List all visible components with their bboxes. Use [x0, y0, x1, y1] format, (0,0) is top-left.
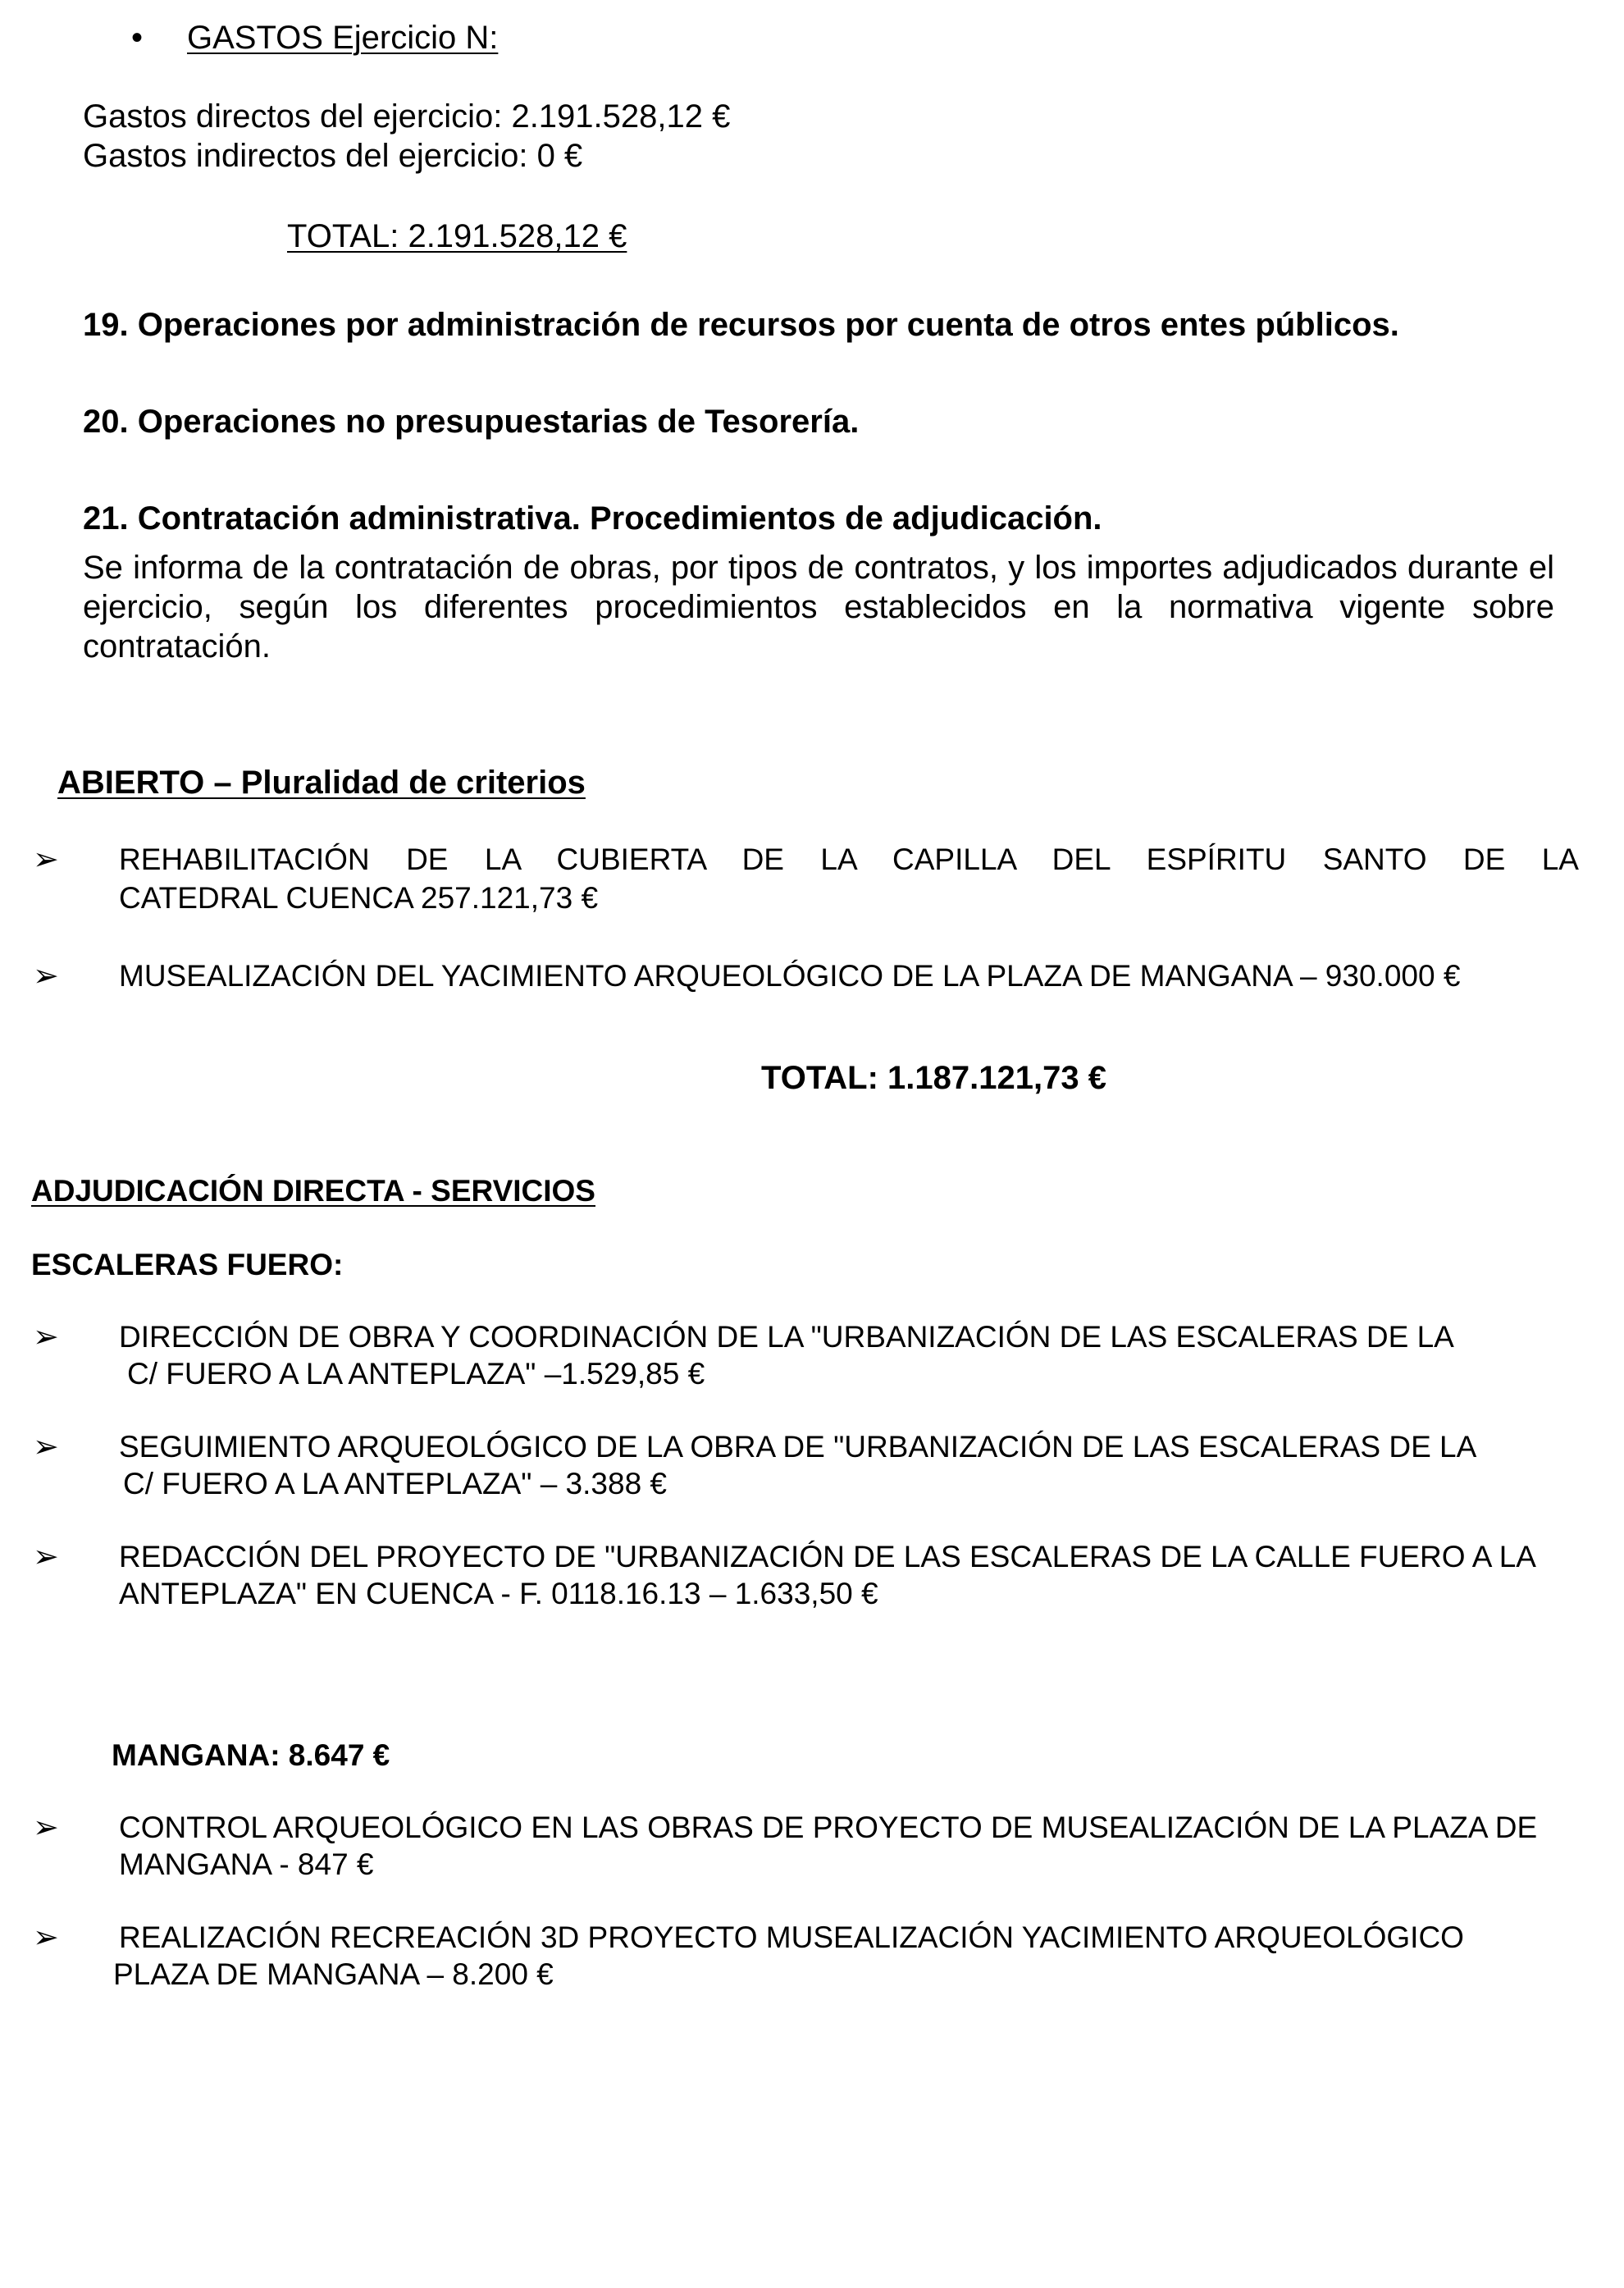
abierto-item-1-line-1: REHABILITACIÓN DE LA CUBIERTA DE LA CAPILLA DEL ESPÍRITU SANTO DE LA	[119, 843, 1579, 876]
mangana-item-1-line-2: MANGANA - 847 €	[119, 1847, 374, 1881]
escaleras-item-2-line-1: SEGUIMIENTO ARQUEOLÓGICO DE LA OBRA DE "URBANIZACIÓN DE LAS ESCALERAS DE LA	[119, 1430, 1477, 1464]
section-21-heading: 21. Contratación administrativa. Procedimientos de adjudicación.	[83, 500, 1102, 537]
gastos-title: GASTOS Ejercicio N:	[187, 20, 499, 56]
arrow-bullet-icon: ➢	[33, 1811, 59, 1845]
mangana-item-1-line-1: CONTROL ARQUEOLÓGICO EN LAS OBRAS DE PROYECTO DE MUSEALIZACIÓN DE LA PLAZA DE	[119, 1811, 1538, 1844]
arrow-bullet-icon: ➢	[33, 959, 59, 993]
arrow-bullet-icon: ➢	[33, 1540, 59, 1574]
escaleras-item-1-line-2: C/ FUERO A LA ANTEPLAZA" –1.529,85 €	[127, 1357, 705, 1391]
section-19-heading: 19. Operaciones por administración de recursos por cuenta de otros entes públicos.	[83, 307, 1399, 343]
abierto-item-1-line-2: CATEDRAL CUENCA 257.121,73 €	[119, 881, 599, 915]
arrow-bullet-icon: ➢	[33, 1320, 59, 1354]
section-20-heading: 20. Operaciones no presupuestarias de Tesorería.	[83, 404, 860, 440]
gastos-indirectos: Gastos indirectos del ejercicio: 0 €	[83, 138, 583, 174]
escaleras-item-1-line-1: DIRECCIÓN DE OBRA Y COORDINACIÓN DE LA "URBANIZACIÓN DE LAS ESCALERAS DE LA	[119, 1320, 1454, 1354]
mangana-item-2-line-2: PLAZA DE MANGANA – 8.200 €	[113, 1957, 554, 1991]
mangana-item-2-line-1: REALIZACIÓN RECREACIÓN 3D PROYECTO MUSEALIZACIÓN YACIMIENTO ARQUEOLÓGICO	[119, 1920, 1464, 1954]
arrow-bullet-icon: ➢	[33, 1430, 59, 1464]
section-21-paragraph: Se informa de la contratación de obras, por tipos de contratos, y los importes adjudicados durante el ejercicio, según los diferentes procedimientos establecidos en la normativa vigente sobre contratación.	[83, 550, 1554, 664]
abierto-item-2: MUSEALIZACIÓN DEL YACIMIENTO ARQUEOLÓGICO DE LA PLAZA DE MANGANA – 930.000 €	[119, 959, 1461, 993]
gastos-directos: Gastos directos del ejercicio: 2.191.528,12 €	[83, 98, 731, 135]
mangana-heading: MANGANA: 8.647 €	[112, 1738, 390, 1772]
abierto-total: TOTAL: 1.187.121,73 €	[761, 1060, 1106, 1096]
abierto-heading: ABIERTO – Pluralidad de criterios	[57, 765, 586, 801]
escaleras-item-2-line-2: C/ FUERO A LA ANTEPLAZA" – 3.388 €	[123, 1467, 668, 1500]
bullet-icon: •	[131, 20, 144, 56]
adjudicacion-heading: ADJUDICACIÓN DIRECTA - SERVICIOS	[31, 1174, 595, 1208]
gastos-total: TOTAL: 2.191.528,12 €	[287, 218, 627, 254]
escaleras-heading: ESCALERAS FUERO:	[31, 1248, 344, 1281]
arrow-bullet-icon: ➢	[33, 1920, 59, 1955]
arrow-bullet-icon: ➢	[33, 843, 59, 877]
escaleras-item-3-line-2: ANTEPLAZA" EN CUENCA - F. 0118.16.13 – 1.633,50 €	[119, 1577, 878, 1610]
escaleras-item-3-line-1: REDACCIÓN DEL PROYECTO DE "URBANIZACIÓN DE LAS ESCALERAS DE LA CALLE FUERO A LA	[119, 1540, 1536, 1573]
